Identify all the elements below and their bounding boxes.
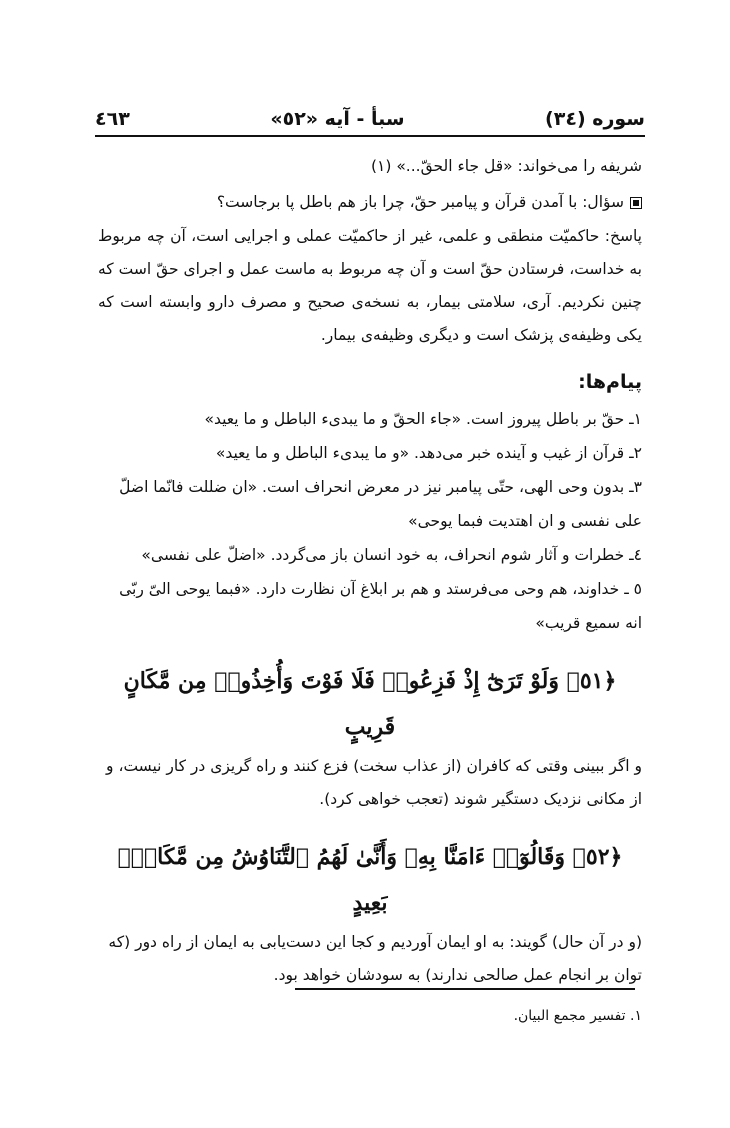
message-item: ٣ـ بدون وحى الهى، حتّى پيامبر نيز در معرض انحراف است. «ان ضللت فانّما اضلّ على نفسى و ان اهتديت فبما يوحى»: [119, 478, 642, 530]
footnote-rule: [295, 988, 635, 990]
messages-title: پيام‌ها:: [578, 371, 642, 393]
answer: پاسخ: حاكميّت منطقى و علمى، غير از حاكميّت عملى و اجرايى است، آن چه مربوط به خداست، فرستادن حقّ است و آن چه مربوط به ماست عمل و اجراى حقّ است كه چنين نكرديم. آرى، سلامتى بيمار، به نسخه‌ى صحيح و مصرف دارو وابسته است كه يكى وظيفه‌ى پزشک است و ديگرى وظيفه‌ى بيمار.: [98, 227, 642, 344]
message-item: ٢ـ قرآن از غيب و آينده خبر مى‌دهد. «و ما يبدىء الباطل و ما يعيد»: [215, 444, 642, 462]
question-text: سؤال: با آمدن قرآن و پيامبر حقّ، چرا باز هم باطل پا برجاست؟: [216, 193, 624, 211]
message-item: ١ـ حقّ بر باطل پيروز است. «جاء الحقّ و ما يبدىء الباطل و ما يعيد»: [204, 410, 642, 428]
intro-line: شريفه را مى‌خواند: «قل جاء الحقّ...» (١): [370, 157, 642, 175]
page-number: ٤٦٣: [95, 108, 130, 130]
running-header: [95, 104, 645, 134]
ayah-51: ﴿٥١﴾ وَلَوْ تَرَىٰٓ إِذْ فَزِعُوا۟ فَلَا فَوْتَ وَأُخِذُوا۟ مِن مَّكَانٍ قَرِيبٍ: [123, 668, 617, 740]
header-rule: [95, 135, 645, 137]
message-item: ٥ ـ خداوند، هم وحى مى‌فرستد و هم بر ابلاغ آن نظارت دارد. «فبما يوحى الىّ ربّى انه سميع قريب»: [119, 580, 642, 632]
footnote: ١. تفسير مجمع البيان.: [513, 1008, 642, 1024]
question: [98, 184, 642, 220]
page-body: [98, 148, 642, 992]
square-bullet-icon: [630, 197, 642, 209]
translation-51: و اگر ببينى وقتى كه كافران (از عذاب سخت) فزع كنند و راه گريزى در كار نيست، و از مكانى نزديک دستگير شوند (تعجب خواهى كرد).: [106, 757, 642, 808]
surah-title: سوره (٣٤): [545, 108, 645, 130]
message-item: ٤ـ خطرات و آثار شوم انحراف، به خود انسان باز مى‌گردد. «اضلّ على نفسى»: [141, 546, 642, 564]
translation-52: (و در آن حال) گويند: به او ايمان آورديم و كجا اين دست‌يابى به ايمان از راه دور (كه توان بر انجام عمل صالحى ندارند) به سودشان خواهد بود.: [108, 933, 642, 984]
ayah-52: ﴿٥٢﴾ وَقَالُوٓا۟ ءَامَنَّا بِهِۦ وَأَنَّىٰ لَهُمُ ٱلتَّنَاوُشُ مِن مَّكَانٍۭ بَعِيدٍ: [117, 844, 623, 916]
surah-ayah: سبأ - آيه «٥٢»: [270, 108, 405, 130]
